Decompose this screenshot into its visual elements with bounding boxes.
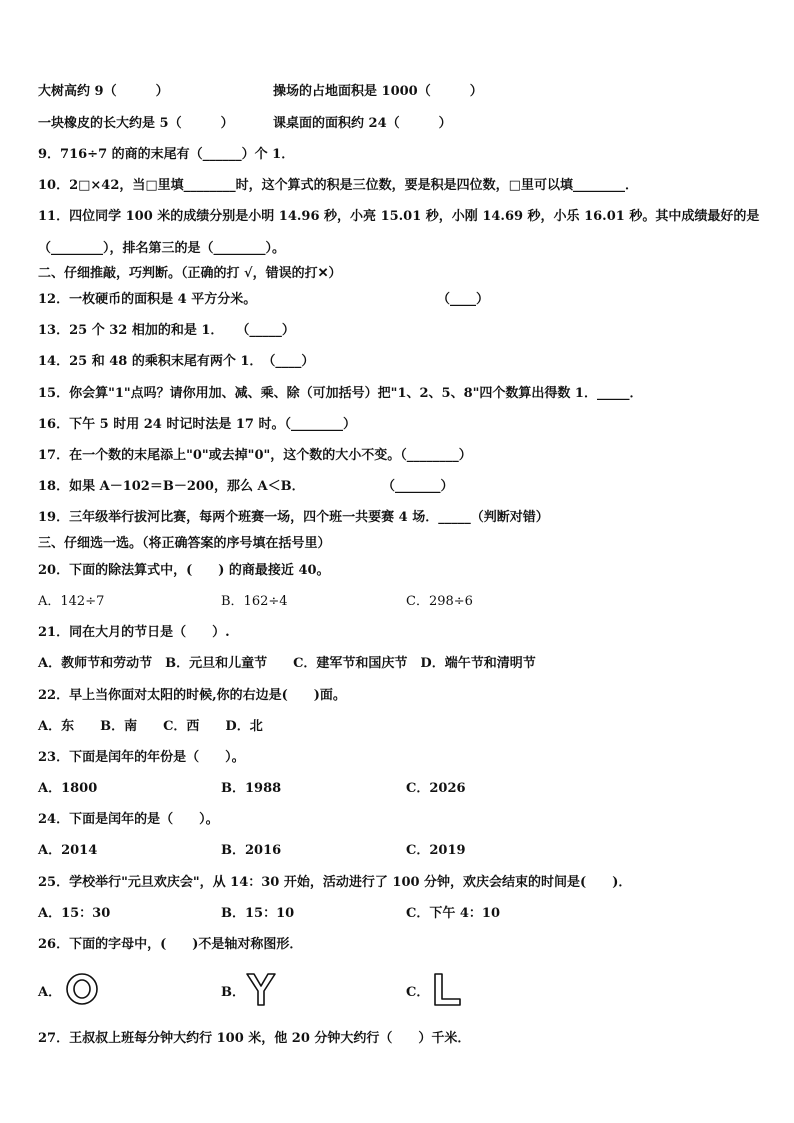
- measure-tree: 大树高约 9（ ）: [38, 84, 169, 99]
- question-18: 18．如果 A－102＝B－200，那么 A＜B．: [38, 479, 305, 494]
- question-16: 16．下午 5 时用 24 时记时法是 17 时。（________）: [38, 417, 356, 432]
- question-12-blank: （____）: [437, 292, 490, 307]
- question-20: 20．下面的除法算式中，( ) 的商最接近 40。: [38, 563, 330, 578]
- measure-eraser: 一块橡皮的长大约是 5（ ）: [38, 116, 234, 131]
- q20-option-b: B．162÷4: [221, 594, 288, 609]
- q26-option-a: A．: [38, 985, 62, 1000]
- q22-options: A．东 B．南 C．西 D．北: [38, 719, 263, 734]
- question-11: 11．四位同学 100 米的成绩分别是小明 14.96 秒，小亮 15.01 秒，小刚 14.69 秒，小乐 16.01 秒。其中成绩最好的是: [38, 209, 760, 224]
- question-9: 9．716÷7 的商的末尾有（______）个 1．: [38, 147, 295, 162]
- question-21: 21．同在大月的节日是（ ）.: [38, 625, 230, 640]
- q26-option-c: C．: [406, 985, 430, 1000]
- section-2-heading: 二、仔细推敲，巧判断。（正确的打 √，错误的打✕）: [38, 266, 342, 281]
- q23-option-b: B．1988: [221, 781, 282, 796]
- question-23: 23．下面是闰年的年份是（ ）。: [38, 750, 245, 765]
- question-17: 17．在一个数的末尾添上"0"或去掉"0"，这个数的大小不变。（________）: [38, 448, 472, 463]
- question-25: 25．学校举行"元旦欢庆会"，从 14：30 开始，活动进行了 100 分钟，欢庆会结束的时间是( )．: [38, 875, 632, 890]
- q20-option-a: A．142÷7: [38, 594, 105, 609]
- question-11-cont: （________），排名第三的是（________）。: [38, 241, 286, 256]
- q23-option-c: C．2026: [406, 781, 466, 796]
- question-18-blank: （_______）: [382, 479, 454, 494]
- q24-option-c: C．2019: [406, 843, 466, 858]
- section-3-heading: 三、仔细选一选。（将正确答案的序号填在括号里）: [38, 536, 331, 551]
- letter-y-figure: [245, 971, 277, 1007]
- question-24: 24．下面是闰年的是（ ）。: [38, 812, 219, 827]
- q21-options: A．教师节和劳动节 B．元旦和儿童节 C．建军节和国庆节 D．端午节和清明节: [38, 656, 536, 671]
- q24-option-a: A．2014: [38, 843, 98, 858]
- q20-option-c: C．298÷6: [406, 594, 473, 609]
- q25-option-a: A．15：30: [38, 906, 111, 921]
- measure-playground: 操场的占地面积是 1000（ ）: [273, 84, 483, 99]
- question-12: 12．一枚硬币的面积是 4 平方分米。: [38, 292, 257, 307]
- question-27: 27．王叔叔上班每分钟大约行 100 米，他 20 分钟大约行（ ）千米．: [38, 1031, 471, 1046]
- q26-option-b: B．: [221, 985, 245, 1000]
- question-10: 10．2□×42，当□里填________时，这个算式的积是三位数，要是积是四位数，□里可以填________．: [38, 178, 638, 193]
- question-19: 19．三年级举行拔河比赛，每两个班赛一场，四个班一共要赛 4 场．_____（判断对错）: [38, 510, 549, 525]
- q23-option-a: A．1800: [38, 781, 98, 796]
- letter-o-figure: [64, 971, 100, 1007]
- q25-option-b: B．15：10: [221, 906, 295, 921]
- letter-l-figure: [432, 971, 464, 1007]
- question-13: 13．25 个 32 相加的和是 1． （_____）: [38, 323, 295, 338]
- q24-option-b: B．2016: [221, 843, 282, 858]
- question-22: 22．早上当你面对太阳的时候,你的右边是( )面。: [38, 688, 346, 703]
- measure-desk: 课桌面的面积约 24（ ）: [273, 116, 452, 131]
- q25-option-c: C．下午 4：10: [406, 906, 501, 921]
- question-14: 14．25 和 48 的乘积末尾有两个 1． （____）: [38, 354, 315, 369]
- question-26: 26．下面的字母中，( )不是轴对称图形．: [38, 937, 303, 952]
- question-15: 15．你会算"1"点吗？请你用加、减、乘、除（可加括号）把"1、2、5、8"四个数算出得数 1．_____．: [38, 386, 643, 401]
